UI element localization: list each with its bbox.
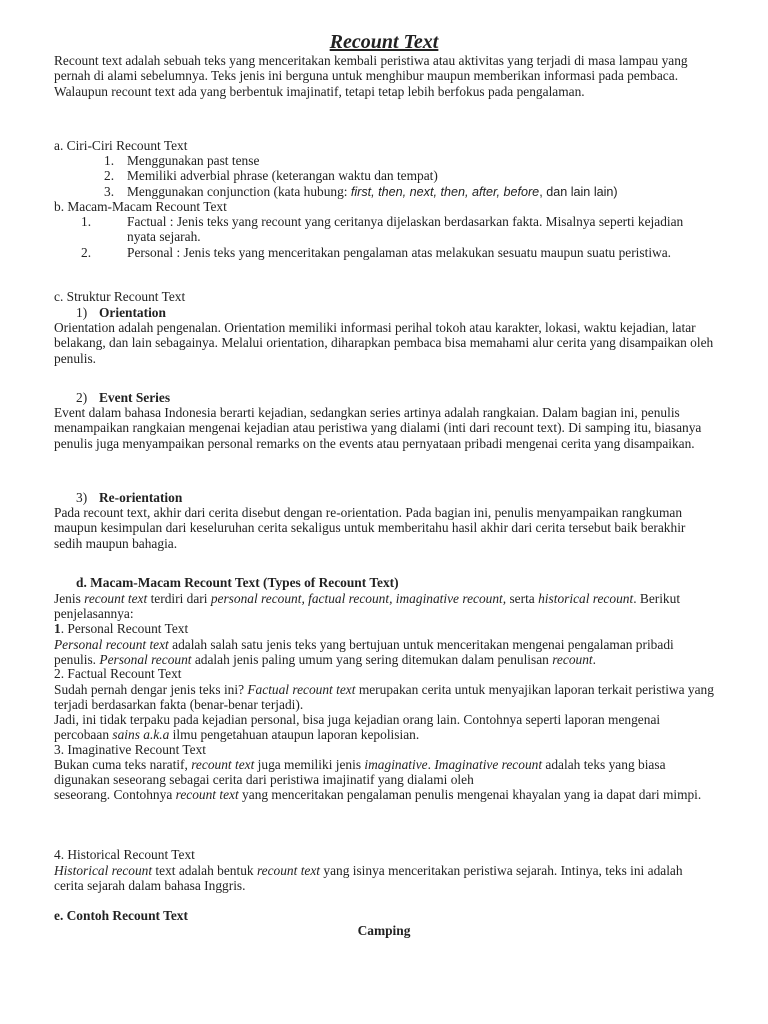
list-item: 3. Menggunakan conjunction (kata hubung: first, then, next, then, after, before, dan lain lain) [104, 183, 618, 199]
contoh-heading: e. Contoh Recount Text [54, 908, 188, 923]
struktur-heading: c. Struktur Recount Text [54, 289, 186, 304]
ciri-list [104, 153, 704, 200]
list-item: 1. Menggunakan past tense [104, 153, 260, 168]
orientation-heading: 1) Orientation [76, 305, 166, 320]
event-series-paragraph: Event dalam bahasa Indonesia berarti kejadian, sedangkan series artinya adalah rangkaian. Dalam bagian ini, penulis menampaikan rangkaian mengenai kejadian atau peristiwa yang dialami (inti dari recount text). Di samping itu, biasanya penulis juga menyampaikan personal remarks on the events atau pernyataan pribadi mengenai cerita yang disampaikan. [54, 405, 702, 451]
list-item: 1. Factual : Jenis teks yang recount yang ceritanya dijelaskan berdasarkan fakta. Misalnya seperti kejadian nyata sejarah. [81, 214, 684, 245]
intro-paragraph: Recount text adalah sebuah teks yang menceritakan kembali peristiwa atau aktivitas yang terjadi di masa lampau yang pernah di alami sebelumnya. Teks jenis ini berguna untuk menghibur maupun memberikan informasi pada pembaca. Walaupun recount text ada yang berbentuk imajinatif, tetapi tetap lebih berfokus pada pengalaman. [54, 53, 688, 99]
list-item: 2. Memiliki adverbial phrase (keterangan waktu dan tempat) [104, 168, 438, 184]
types-intro: Jenis recount text terdiri dari personal recount, factual recount, imaginative recount, serta historical recount. Berikut penjelasannya: [54, 591, 681, 622]
types-heading: d. Macam-Macam Recount Text (Types of Recount Text) [76, 575, 399, 590]
historical-heading: 4. Historical Recount Text [54, 847, 195, 862]
macam-list [81, 214, 704, 260]
imaginative-heading: 3. Imaginative Recount Text [54, 742, 207, 757]
imaginative-paragraph-2: seseorang. Contohnya recount text yang menceritakan pengalaman penulis mengenai khayalan yang ia dapat dari mimpi. [54, 787, 702, 802]
factual-paragraph: Sudah pernah dengar jenis teks ini? Factual recount text merupakan cerita untuk menyajikan laporan terkait peristiwa yang terjadi berdasarkan fakta (benar-benar terjadi). [54, 682, 714, 713]
event-series-heading: 2) Event Series [76, 390, 171, 405]
macam-heading: b. Macam-Macam Recount Text [54, 199, 227, 214]
factual-paragraph-2: Jadi, ini tidak terpaku pada kejadian personal, bisa juga kejadian orang lain. Contohnya seperti laporan mengenai percobaan sains a.k.a ilmu pengetahuan ataupun laporan kepolisian. [54, 712, 661, 743]
personal-paragraph: Personal recount text adalah salah satu jenis teks yang bertujuan untuk menceritakan mengenai pengalaman pribadi penulis. Personal recount adalah jenis paling umum yang sering ditemukan dalam penulisan recount. [54, 637, 674, 668]
orientation-paragraph: Orientation adalah pengenalan. Orientation memiliki informasi perihal tokoh atau karakter, lokasi, waktu kejadian, latar belakang, dan lain sebagainya. Melalui orientation, diharapkan pembaca bisa memahami alur cerita yang disampaikan oleh penulis. [54, 320, 714, 366]
document-title: Recount Text [329, 31, 439, 53]
ciri-heading: a. Ciri-Ciri Recount Text [54, 138, 188, 153]
imaginative-paragraph: Bukan cuma teks naratif, recount text juga memiliki jenis imaginative. Imaginative recount adalah teks yang biasa digunakan seseorang sebagai cerita dari peristiwa imajinatif yang dialami oleh [54, 757, 666, 788]
personal-heading: 1. Personal Recount Text [54, 621, 189, 636]
re-orientation-heading: 3) Re-orientation [76, 490, 183, 505]
factual-heading: 2. Factual Recount Text [54, 666, 182, 681]
list-item: 2. Personal : Jenis teks yang menceritakan pengalaman atas melakukan sesuatu maupun suatu peristiwa. [81, 244, 672, 260]
story-title: Camping [357, 923, 411, 938]
historical-paragraph: Historical recount text adalah bentuk recount text yang isinya menceritakan peristiwa sejarah. Intinya, teks ini adalah cerita sejarah dalam bahasa Inggris. [54, 863, 683, 894]
re-orientation-paragraph: Pada recount text, akhir dari cerita disebut dengan re-orientation. Pada bagian ini, penulis menyampaikan rangkuman maupun kesimpulan dari keseluruhan cerita sekaligus untuk memberitahu hasil akhir dari cerita tersebut baik berakhir sedih maupun bahagia. [54, 505, 686, 551]
